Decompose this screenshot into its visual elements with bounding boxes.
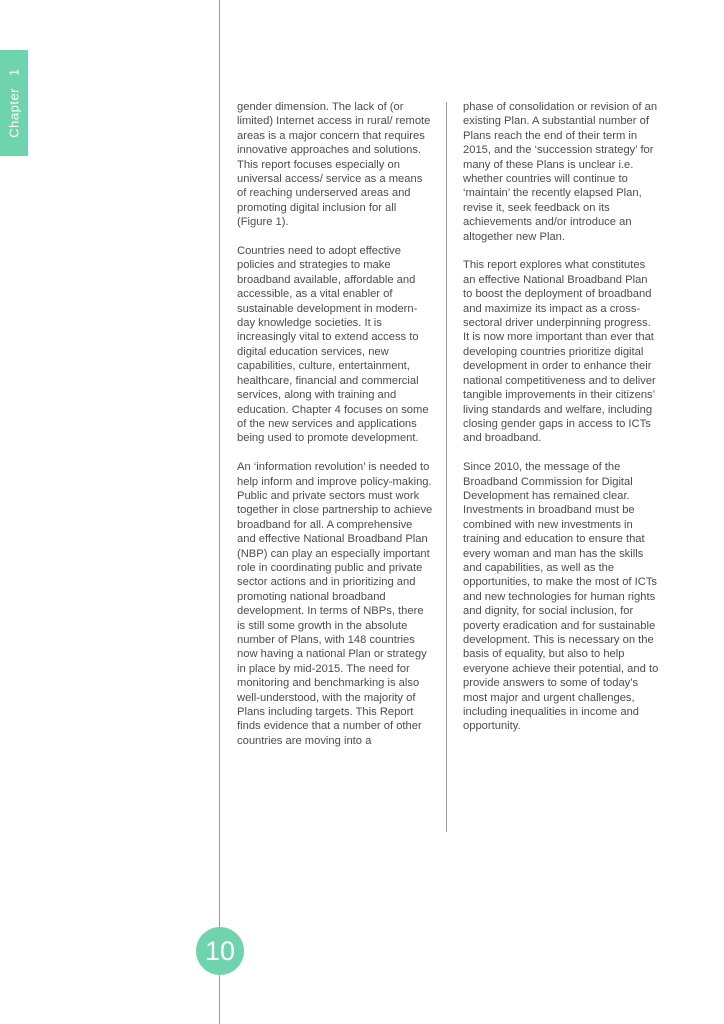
paragraph: phase of consolidation or revision of an existing Plan. A substantial number of Plans reach the end of their term in 2015, and the ‘succession strategy’ for many of these Plans is unclear i.e. whether countries will continue to ‘maintain’ the recently elapsed Plan, revise it, seek feedback on its achievements and/or introduce an altogether new Plan. [463, 101, 658, 243]
chapter-label [7, 68, 22, 137]
paragraph: This report explores what constitutes an effective National Broadband Plan to boost the deployment of broadband and maximize its impact as a cross-sectoral driver underpinning progress. It is now more important than ever that developing countries prioritize digital development in order to enhance their national competitiveness and to deliver tangible improvements in their citizens’ living standards and welfare, including closing gender gaps in access to ICTs and broadband. [463, 259, 656, 445]
paragraph: Since 2010, the message of the Broadband Commission for Digital Development has remained clear. Investments in broadband must be combined with new investments in training and education to ensure that every woman and man has the skills and capabilities, as well as the opportunities, to make the most of ICTs and new technologies for human rights and dignity, for social inclusion, for poverty eradication and for sustainable development. This is necessary on the basis of equality, but also to help everyone achieve their potential, and to provide answers to some of today’s most major and urgent challenges, including inequalities in income and opportunity. [463, 461, 659, 733]
paragraph: An ‘information revolution’ is needed to help inform and improve policy-making. Public and private sectors must work together in close partnership to achieve broadband for all. A comprehensive and effective National Broadband Plan (NBP) can play an especially important role in coordinating public and private sector actions and in prioritizing and promoting national broadband development. In terms of NBPs, there is still some growth in the absolute number of Plans, with 148 countries now having a national Plan or strategy in place by mid-2015. The need for monitoring and benchmarking is also well-understood, with the majority of Plans including targets. This Report finds evidence that a number of other countries are moving into a [237, 461, 433, 747]
chapter-tab [0, 50, 28, 156]
paragraph: gender dimension. The lack of (or limited) Internet access in rural/ remote areas is a major concern that requires innovative approaches and solutions. This report focuses especially on universal access/ service as a means of reaching underserved areas and promoting digital inclusion for all (Figure 1). [237, 101, 431, 229]
right-column [463, 100, 659, 748]
chapter-word: Chapter [6, 87, 22, 138]
column-divider [446, 102, 447, 832]
page-number-badge: 10 [196, 927, 244, 975]
left-column [237, 100, 433, 763]
paragraph: Countries need to adopt effective policies and strategies to make broadband available, affordable and accessible, as a vital enabler of sustainable development in modern-day knowledge societies. It is increasingly vital to extend access to digital education services, new capabilities, culture, entertainment, healthcare, financial and commercial services, along with training and education. Chapter 4 focuses on some of the new services and applications being used to promote development. [237, 245, 429, 445]
margin-rule [219, 0, 220, 1024]
chapter-number: 1 [6, 68, 22, 76]
